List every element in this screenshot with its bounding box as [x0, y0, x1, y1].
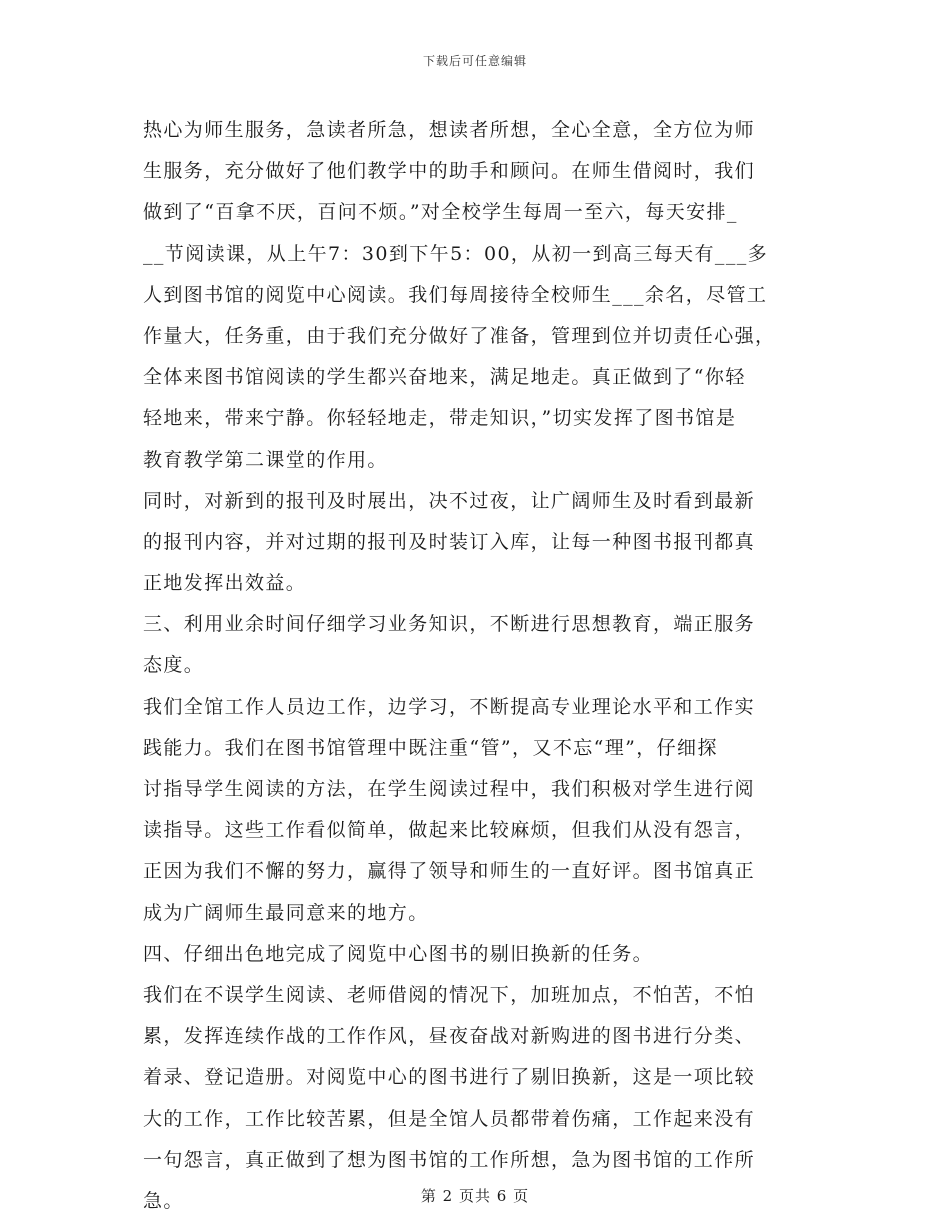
- body-line: 我们在不误学生阅读、老师借阅的情况下，加班加点，不怕苦，不怕: [143, 983, 756, 1006]
- body-line: 人到图书馆的阅览中心阅读。我们每周接待全校师生___余名，尽管工: [143, 283, 768, 306]
- section-heading: 四、仔细出色地完成了阅览中心图书的剔旧换新的任务。: [143, 942, 654, 965]
- section-heading: 三、利用业余时间仔细学习业务知识，不断进行思想教育，端正服务: [143, 613, 756, 636]
- body-line: 我们全馆工作人员边工作，边学习，不断提高专业理论水平和工作实: [143, 695, 756, 718]
- body-line: 正地发挥出效益。: [143, 572, 307, 595]
- page-number: 第 2 页共 6 页: [420, 1187, 530, 1205]
- body-line: 的报刊内容，并对过期的报刊及时装订入库，让每一种图书报刊都真: [143, 530, 756, 553]
- body-line: 急。: [143, 1189, 184, 1212]
- document-body: [143, 110, 808, 1222]
- body-line: 教育教学第二课堂的作用。: [143, 448, 388, 471]
- body-line: 一句怨言，真正做到了想为图书馆的工作所想，急为图书馆的工作所: [143, 1148, 756, 1171]
- body-line: 生服务，充分做好了他们教学中的助手和顾问。在师生借阅时，我们: [143, 160, 756, 183]
- body-line: 轻地来，带来宁静。你轻轻地走，带走知识，”切实发挥了图书馆是: [143, 407, 737, 430]
- body-line: 做到了“百拿不厌，百问不烦。”对全校学生每周一至六，每天安排_: [143, 201, 738, 224]
- body-line: 全体来图书馆阅读的学生都兴奋地来，满足地走。真正做到了“你轻: [143, 366, 746, 389]
- body-line: 读指导。这些工作看似简单，做起来比较麻烦，但我们从没有怨言，: [143, 819, 756, 842]
- body-line: 同时，对新到的报刊及时展出，决不过夜，让广阔师生及时看到最新: [143, 489, 756, 512]
- body-line: 成为广阔师生最同意来的地方。: [143, 901, 429, 924]
- body-line: 作量大，任务重，由于我们充分做好了准备，管理到位并切责任心强，: [143, 324, 776, 347]
- page-header: 下载后可任意编辑: [422, 54, 527, 68]
- body-line: 践能力。我们在图书馆管理中既注重“管”，又不忘“理”，仔细探: [143, 736, 718, 759]
- section-heading: 态度。: [143, 654, 205, 677]
- body-line: 热心为师生服务，急读者所急，想读者所想，全心全意，全方位为师: [143, 119, 756, 141]
- body-line: 大的工作，工作比较苦累，但是全馆人员都带着伤痛，工作起来没有: [143, 1107, 756, 1130]
- body-line: 讨指导学生阅读的方法，在学生阅读过程中，我们积极对学生进行阅: [143, 778, 756, 800]
- body-line: 累，发挥连续作战的工作作风，昼夜奋战对新购进的图书进行分类、: [143, 1025, 756, 1048]
- body-line: __节阅读课，从上午7：30到下午5：00，从初一到高三每天有___多: [143, 242, 769, 265]
- body-line: 着录、登记造册。对阅览中心的图书进行了剔旧换新，这是一项比较: [143, 1066, 756, 1089]
- body-line: 正因为我们不懈的努力，赢得了领导和师生的一直好评。图书馆真正: [143, 860, 756, 883]
